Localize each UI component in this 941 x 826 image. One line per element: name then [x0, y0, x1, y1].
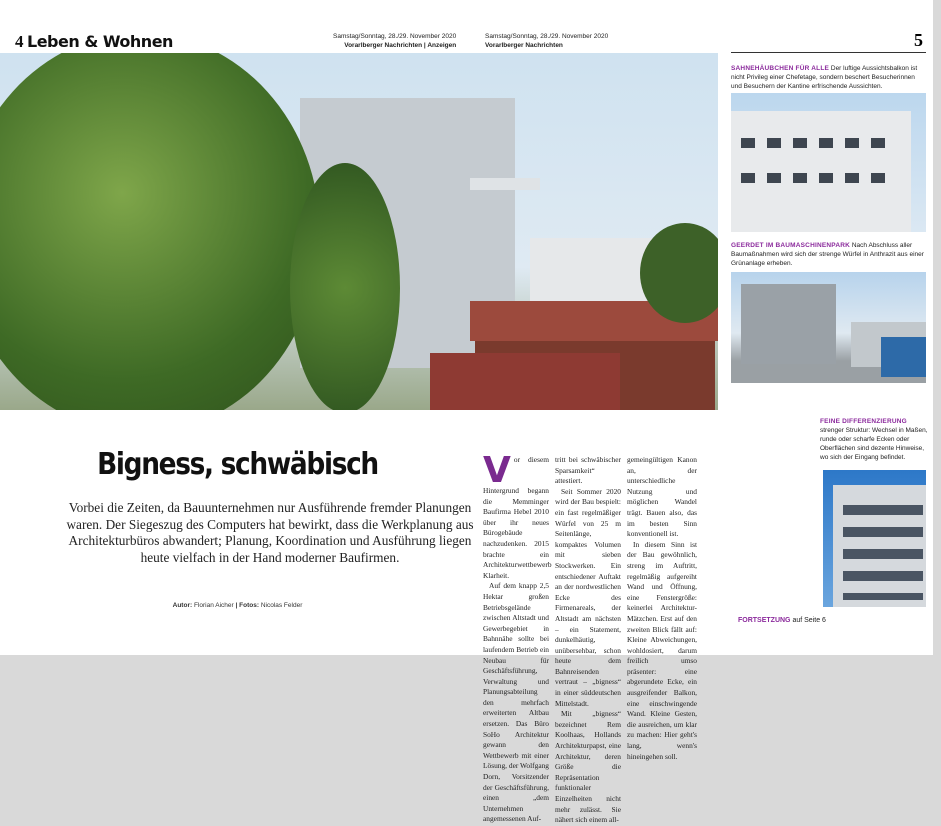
continuation-text: auf Seite 6 [792, 617, 826, 624]
headline: Bigness, schwäbisch [97, 447, 378, 482]
page-number-right: 5 [914, 30, 923, 50]
paper-name-right: Vorarlberger Nachrichten [485, 42, 563, 49]
author-label: Autor: [172, 602, 193, 609]
caption-3 [820, 417, 930, 462]
trees [0, 53, 320, 410]
article-column-2 [555, 455, 621, 826]
byline [0, 602, 475, 609]
paragraph: Mit „bigness“ bezeichnet Rem Koolhaas, Hollands Architekturpapst, eine Architektur, deren Größe die Repräsentation funktionaler Einzelheiten nicht mehr zulässt. Sie nähert sich einem all- [555, 709, 621, 825]
paragraph: or diesem Hintergrund begann die Memminger Baufirma Hebel 2010 über ihr neues Bürogebäude nachzudenken. 2015 brachte ein Architekturwettbewerb Klarheit. [483, 455, 552, 580]
page-number-left: 4 [15, 32, 23, 51]
continuation-note[interactable] [738, 617, 826, 624]
article-column-1 [483, 450, 552, 825]
windows [843, 505, 923, 600]
paragraph: Auf dem knapp 2,5 Hektar großen Betriebsgelände zwischen Altstadt und Gewerbegebiet in Bahnnähe sollte bei laufendem Betrieb ein Neubau für Geschäftsführung, Verwaltung und Planungsabteilung den mehrfach erweiterten Altbau ersetzen. Das Büro SoHo Architektur gewann den Wettbewerb mit einer Lösung, der Wolfgang Dorn, Vorsitzender der Geschäftsführung, einen „dem Unternehmen angemessenen Auf- [483, 581, 549, 824]
balcony [470, 178, 540, 190]
lead-paragraph: Vorbei die Zeiten, da Bauunternehmen nur Ausführende fremder Planungen waren. Der Siegeszug des Computers hat bewirkt, dass die Werkplanung aus Architekturbüros abwandert; Planung, Koordination und Ausführung liegen heute vielfach in der Hand moderner Baufirmen. [66, 500, 474, 565]
caption-text: strenger Struktur: Wechsel in Maßen, runde oder scharfe Ecken oder Oberflächen sind dezente Hinweise, wo sich der Eingang befindet. [820, 427, 928, 461]
author: Florian Aicher [193, 602, 234, 609]
drop-cap: V [483, 450, 511, 491]
photo-construction-site [731, 272, 926, 383]
caption-keyword: SAHNEHÄUBCHEN FÜR ALLE [731, 65, 830, 72]
windows [741, 173, 891, 183]
photo-entrance-detail [823, 470, 926, 607]
header-rule [731, 52, 926, 53]
date-right: Samstag/Sonntag, 28./29. November 2020 [485, 33, 609, 40]
caption-text: Der luftige Aussichtsbalkon ist nicht Privileg einer Chefetage, sondern beschert Besucherinnen und Besuchern der Kantine erfrischende Aussichten. [731, 65, 918, 90]
front-roof [430, 353, 620, 410]
photo-credit-label: | Fotos: [235, 602, 259, 609]
main-photo-office-building [0, 53, 718, 410]
paragraph: In diesem Sinn ist der Bau gewöhnlich, streng im Auftritt, regelmäßig aufgereiht Wand und Öffnung, eine Fenstergröße: keinerlei Architektur-Mätzchen. Erst auf den zweiten Blick fällt auf: Kleine Abweichungen, wohldosiert, darum freilich umso präsenter: eine abgerundete Ecke, ein ausgreifender Balkon, eine einschwingende Wand. Kleine Gesten, die ausreichen, um klar zu machen: Hier geht's lang, wenn's hineingehen soll. [627, 539, 697, 761]
truck [881, 337, 926, 377]
tree [290, 163, 400, 410]
section-header [15, 32, 173, 52]
paragraph: gemeingültigen Kanon an, der unterschiedliche Nutzung und möglichen Wandel trägt. Bauen also, das im besten Sinn konventionell ist. [627, 455, 697, 539]
caption-keyword: GEERDET IM BAUMASCHINENPARK [731, 242, 851, 249]
paragraph: Seit Sommer 2020 wird der Bau bespielt: ein fast regelmäßiger Würfel von 25 m Seitenlänge, kompaktes Volumen mit sieben Stockwerken. Ein entschiedener Auftakt an der nordwestlichen Ecke des Firmenareals, der Altstadt am nächsten – ein Statement, dunkelhäutig, unübersehbar, schon heute dem Bahnreisenden vertraut – „bigness“ in einer süddeutschen Mittelstadt. [555, 486, 621, 708]
caption-1 [731, 64, 926, 91]
article-column-3 [627, 455, 697, 762]
caption-keyword: FEINE DIFFERENZIERUNG [820, 418, 907, 425]
building [741, 284, 836, 364]
dateline-left [333, 32, 456, 50]
building [731, 111, 911, 232]
windows [741, 138, 891, 148]
section-title: Leben & Wohnen [27, 32, 173, 51]
photo-balcony [731, 93, 926, 232]
continuation-label: FORTSETZUNG [738, 617, 791, 624]
paragraph: tritt bei schwäbischer Sparsamkeit“ attestiert. [555, 455, 621, 486]
photo-credit: Nicolas Felder [260, 602, 303, 609]
paper-name-left: Vorarlberger Nachrichten | Anzeigen [344, 42, 457, 49]
caption-2 [731, 241, 926, 268]
caption-text: Nach Abschluss aller Baumaßnahmen wird sich der strenge Würfel in Anthrazit aus einer Grünanlage erheben. [731, 242, 924, 267]
date-left: Samstag/Sonntag, 28./29. November 2020 [333, 33, 457, 40]
dateline-right [485, 32, 608, 50]
